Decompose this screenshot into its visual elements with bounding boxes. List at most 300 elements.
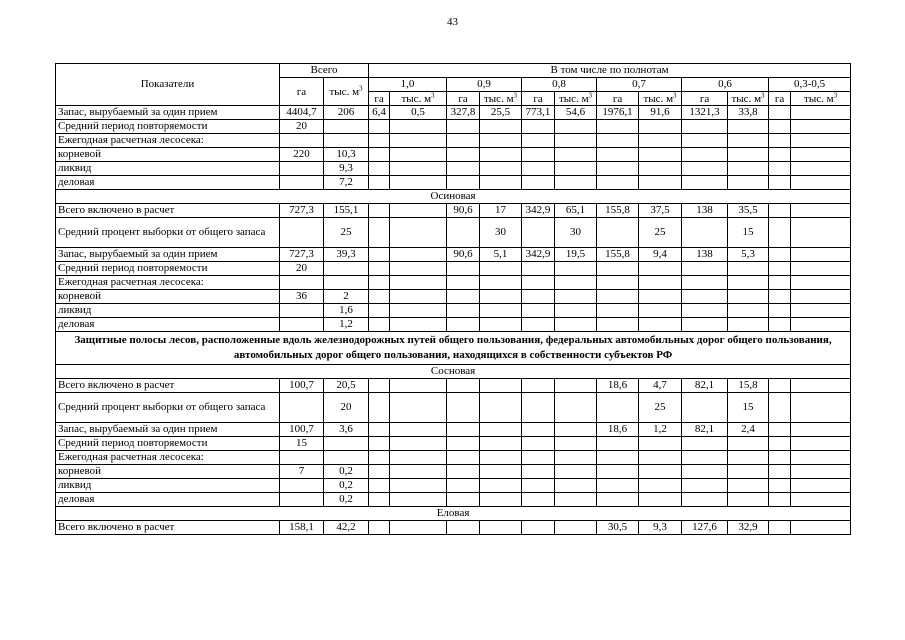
table-cell — [597, 262, 639, 276]
category-title: Защитные полосы лесов, расположенные вдоль железнодорожных путей общего пользования, федеральных автомобильных дорог общего пользования, автомобильных дорог общего пользования, находящихся в собственности субъектов РФ — [56, 332, 851, 365]
table-cell — [390, 465, 447, 479]
table-cell — [791, 276, 851, 290]
table-cell — [555, 437, 597, 451]
table-cell — [369, 290, 390, 304]
table-cell — [639, 465, 682, 479]
table-cell — [280, 276, 324, 290]
table-cell — [728, 437, 769, 451]
table-cell — [447, 479, 480, 493]
table-cell — [390, 148, 447, 162]
row-label: корневой — [56, 465, 280, 479]
table-cell: 5,1 — [480, 248, 522, 262]
table-cell — [791, 521, 851, 535]
table-cell — [639, 437, 682, 451]
table-cell — [639, 148, 682, 162]
table-cell — [597, 451, 639, 465]
table-cell — [728, 493, 769, 507]
table-cell — [522, 465, 555, 479]
table-cell — [447, 379, 480, 393]
table-cell: 35,5 — [728, 204, 769, 218]
table-cell — [791, 379, 851, 393]
table-cell — [555, 162, 597, 176]
table-cell — [555, 134, 597, 148]
table-cell — [555, 451, 597, 465]
table-cell — [480, 451, 522, 465]
table-cell — [769, 162, 791, 176]
table-cell — [791, 204, 851, 218]
row-label: Ежегодная расчетная лесосека: — [56, 451, 280, 465]
subheader-ha: га — [769, 92, 791, 106]
header-row-1 — [56, 64, 851, 78]
table-cell — [390, 437, 447, 451]
table-cell — [280, 393, 324, 423]
table-cell — [639, 318, 682, 332]
table-cell — [682, 148, 728, 162]
subheader-m3: тыс. $м^3$ — [390, 92, 447, 106]
table-row — [56, 248, 851, 262]
table-cell — [791, 106, 851, 120]
table-cell — [769, 262, 791, 276]
table-cell: 15,8 — [728, 379, 769, 393]
table-cell: 100,7 — [280, 423, 324, 437]
table-cell: 90,6 — [447, 248, 480, 262]
table-cell: 82,1 — [682, 423, 728, 437]
table-cell — [791, 465, 851, 479]
table-cell — [447, 218, 480, 248]
table-cell — [791, 120, 851, 134]
table-cell — [390, 393, 447, 423]
table-cell — [390, 276, 447, 290]
table-cell — [791, 393, 851, 423]
table-cell — [769, 106, 791, 120]
table-cell — [791, 248, 851, 262]
table-cell: 1,2 — [639, 423, 682, 437]
table-cell — [480, 276, 522, 290]
table-cell: 4,7 — [639, 379, 682, 393]
table-cell: 15 — [280, 437, 324, 451]
table-cell — [280, 162, 324, 176]
table-cell — [728, 276, 769, 290]
table-cell — [639, 162, 682, 176]
table-cell — [480, 493, 522, 507]
table-cell — [597, 162, 639, 176]
table-cell — [597, 393, 639, 423]
table-cell — [324, 262, 369, 276]
table-row — [56, 176, 851, 190]
table-cell — [280, 318, 324, 332]
table-cell — [728, 304, 769, 318]
table-cell — [597, 148, 639, 162]
table-cell — [791, 451, 851, 465]
table-cell: 15 — [728, 218, 769, 248]
table-cell — [791, 148, 851, 162]
indicators-header: Показатели — [56, 64, 280, 106]
table-cell — [369, 148, 390, 162]
table-cell — [769, 393, 791, 423]
table-cell — [769, 479, 791, 493]
table-cell — [447, 148, 480, 162]
table-cell — [390, 521, 447, 535]
total-header: Всего — [280, 64, 369, 78]
table-cell: 327,8 — [447, 106, 480, 120]
table-cell — [522, 134, 555, 148]
table-cell: 65,1 — [555, 204, 597, 218]
table-row — [56, 304, 851, 318]
table-cell — [728, 262, 769, 276]
table-cell: 138 — [682, 248, 728, 262]
table-cell — [369, 304, 390, 318]
table-cell: 0,5 — [390, 106, 447, 120]
table-cell — [390, 493, 447, 507]
table-cell — [597, 304, 639, 318]
table-cell: 100,7 — [280, 379, 324, 393]
table-cell — [390, 176, 447, 190]
table-cell: 25 — [324, 218, 369, 248]
table-cell — [769, 290, 791, 304]
table-cell — [480, 120, 522, 134]
table-cell — [390, 134, 447, 148]
table-cell: 6,4 — [369, 106, 390, 120]
table-cell — [369, 379, 390, 393]
table-cell — [324, 134, 369, 148]
table-cell — [682, 176, 728, 190]
table-cell — [639, 451, 682, 465]
table-cell — [447, 393, 480, 423]
table-cell — [369, 479, 390, 493]
table-cell — [769, 176, 791, 190]
table-cell — [390, 290, 447, 304]
table-cell — [522, 162, 555, 176]
density-header: 1,0 — [369, 78, 447, 92]
table-cell — [390, 248, 447, 262]
row-label: Запас, вырубаемый за один прием — [56, 106, 280, 120]
table-cell: 1,2 — [324, 318, 369, 332]
table-cell — [728, 134, 769, 148]
table-row — [56, 465, 851, 479]
table-cell: 0,2 — [324, 493, 369, 507]
row-label: Средний процент выборки от общего запаса — [56, 393, 280, 423]
table-row — [56, 162, 851, 176]
table-cell — [769, 304, 791, 318]
table-cell — [522, 479, 555, 493]
table-cell: 32,9 — [728, 521, 769, 535]
row-label: деловая — [56, 176, 280, 190]
table-cell — [369, 218, 390, 248]
table-cell — [522, 423, 555, 437]
table-cell — [728, 465, 769, 479]
table-cell: 4404,7 — [280, 106, 324, 120]
table-cell — [480, 379, 522, 393]
table-cell: 3,6 — [324, 423, 369, 437]
table-cell — [769, 120, 791, 134]
table-cell — [769, 218, 791, 248]
table-cell — [682, 393, 728, 423]
table-cell: 0,2 — [324, 465, 369, 479]
table-cell — [597, 437, 639, 451]
row-label: корневой — [56, 148, 280, 162]
table-cell — [728, 451, 769, 465]
table-cell — [791, 423, 851, 437]
table-cell — [390, 218, 447, 248]
table-cell — [522, 290, 555, 304]
table-cell: 37,5 — [639, 204, 682, 218]
table-cell: 25 — [639, 393, 682, 423]
table-cell — [791, 218, 851, 248]
table-cell — [597, 276, 639, 290]
table-cell — [769, 451, 791, 465]
row-label: Запас, вырубаемый за один прием — [56, 248, 280, 262]
table-cell — [682, 465, 728, 479]
table-cell: 20 — [280, 120, 324, 134]
row-label: деловая — [56, 318, 280, 332]
table-cell: 9,3 — [639, 521, 682, 535]
table-cell — [682, 479, 728, 493]
table-cell — [769, 437, 791, 451]
table-cell — [555, 276, 597, 290]
table-cell — [447, 451, 480, 465]
table-cell — [728, 148, 769, 162]
table-cell — [280, 451, 324, 465]
table-cell — [390, 120, 447, 134]
table-cell — [447, 176, 480, 190]
table-cell — [324, 276, 369, 290]
table-cell — [769, 318, 791, 332]
table-cell — [369, 437, 390, 451]
row-label: Средний период повторяемости — [56, 437, 280, 451]
table-cell — [639, 290, 682, 304]
table-cell: 36 — [280, 290, 324, 304]
table-cell — [597, 176, 639, 190]
table-cell — [522, 120, 555, 134]
table-cell — [769, 276, 791, 290]
table-cell — [555, 304, 597, 318]
table-row — [56, 218, 851, 248]
table-cell: 727,3 — [280, 248, 324, 262]
table-cell — [769, 148, 791, 162]
row-label: Средний период повторяемости — [56, 262, 280, 276]
table-cell — [597, 465, 639, 479]
table-cell — [447, 465, 480, 479]
table-cell — [639, 120, 682, 134]
table-cell — [791, 493, 851, 507]
table-cell — [369, 134, 390, 148]
table-cell — [369, 276, 390, 290]
table-cell: 82,1 — [682, 379, 728, 393]
table-cell — [682, 162, 728, 176]
table-cell — [597, 493, 639, 507]
table-cell — [639, 493, 682, 507]
table-cell — [447, 134, 480, 148]
table-cell — [728, 162, 769, 176]
table-row — [56, 521, 851, 535]
table-cell — [791, 318, 851, 332]
table-cell — [555, 148, 597, 162]
table-cell: 1321,3 — [682, 106, 728, 120]
table-cell — [728, 318, 769, 332]
table-row — [56, 479, 851, 493]
table-cell — [369, 493, 390, 507]
row-label: Запас, вырубаемый за один прием — [56, 423, 280, 437]
row-label: ликвид — [56, 479, 280, 493]
subheader-m3: тыс. $м^3$ — [728, 92, 769, 106]
table-row — [56, 134, 851, 148]
table-cell: 20 — [280, 262, 324, 276]
table-cell: 1976,1 — [597, 106, 639, 120]
table-cell — [447, 262, 480, 276]
table-cell: 155,8 — [597, 204, 639, 218]
table-cell — [280, 493, 324, 507]
table-row — [56, 290, 851, 304]
table-row — [56, 365, 851, 379]
table-row — [56, 437, 851, 451]
table-cell — [447, 423, 480, 437]
table-cell: 17 — [480, 204, 522, 218]
table-cell — [682, 120, 728, 134]
table-cell: 220 — [280, 148, 324, 162]
table-cell: 342,9 — [522, 248, 555, 262]
table-cell — [280, 176, 324, 190]
table-cell: 1,6 — [324, 304, 369, 318]
table-cell — [369, 423, 390, 437]
table-cell — [369, 451, 390, 465]
table-cell — [597, 120, 639, 134]
table-row — [56, 451, 851, 465]
density-header: 0,9 — [447, 78, 522, 92]
table-cell — [597, 318, 639, 332]
table-cell — [682, 451, 728, 465]
table-cell — [682, 218, 728, 248]
table-cell — [728, 479, 769, 493]
table-cell — [769, 493, 791, 507]
table-cell — [369, 120, 390, 134]
table-cell — [769, 248, 791, 262]
subheader-m3: тыс. $м^3$ — [639, 92, 682, 106]
table-cell — [369, 176, 390, 190]
table-cell: 20 — [324, 393, 369, 423]
table-cell: 33,8 — [728, 106, 769, 120]
table-cell — [555, 262, 597, 276]
density-header: 0,7 — [597, 78, 682, 92]
row-label: Всего включено в расчет — [56, 204, 280, 218]
table-cell — [447, 162, 480, 176]
table-cell — [639, 304, 682, 318]
subheader-ha: га — [522, 92, 555, 106]
table-cell — [791, 479, 851, 493]
table-cell — [522, 218, 555, 248]
table-cell — [324, 120, 369, 134]
table-cell — [369, 318, 390, 332]
table-row — [56, 393, 851, 423]
table-cell: 206 — [324, 106, 369, 120]
subheader-ha: га — [369, 92, 390, 106]
table-cell — [480, 304, 522, 318]
table-cell — [555, 393, 597, 423]
table-cell: 0,2 — [324, 479, 369, 493]
table-cell: 7 — [280, 465, 324, 479]
row-label: Средний период повторяемости — [56, 120, 280, 134]
table-cell — [447, 290, 480, 304]
table-cell — [390, 379, 447, 393]
table-cell — [522, 493, 555, 507]
table-cell: 30,5 — [597, 521, 639, 535]
table-cell — [522, 451, 555, 465]
forest-data-table — [55, 63, 851, 535]
subheader-m3: тыс. $м^3$ — [555, 92, 597, 106]
table-cell — [791, 262, 851, 276]
table-cell — [480, 318, 522, 332]
table-cell — [447, 493, 480, 507]
table-cell — [324, 437, 369, 451]
table-cell — [390, 423, 447, 437]
table-row — [56, 190, 851, 204]
table-cell — [791, 134, 851, 148]
table-cell — [447, 304, 480, 318]
table-cell — [280, 134, 324, 148]
table-cell: 155,8 — [597, 248, 639, 262]
table-cell — [639, 276, 682, 290]
table-cell — [447, 276, 480, 290]
table-cell: 2,4 — [728, 423, 769, 437]
table-cell — [769, 521, 791, 535]
table-cell — [791, 437, 851, 451]
table-cell — [522, 148, 555, 162]
section-title: Осиновая — [56, 190, 851, 204]
table-cell — [597, 290, 639, 304]
table-row — [56, 507, 851, 521]
total-ha-header: га — [280, 78, 324, 106]
table-row — [56, 262, 851, 276]
table-cell — [728, 176, 769, 190]
table-cell — [597, 218, 639, 248]
table-cell: 19,5 — [555, 248, 597, 262]
table-cell: 138 — [682, 204, 728, 218]
table-cell — [522, 379, 555, 393]
table-cell — [682, 276, 728, 290]
table-cell: 158,1 — [280, 521, 324, 535]
table-body — [56, 106, 851, 535]
row-label: Всего включено в расчет — [56, 521, 280, 535]
table-cell: 25,5 — [480, 106, 522, 120]
table-cell — [555, 120, 597, 134]
table-row — [56, 423, 851, 437]
table-cell — [555, 479, 597, 493]
table-cell — [639, 262, 682, 276]
table-cell — [728, 290, 769, 304]
table-cell: 25 — [639, 218, 682, 248]
table-cell: 9,3 — [324, 162, 369, 176]
table-cell — [390, 262, 447, 276]
table-cell — [639, 176, 682, 190]
table-cell — [480, 479, 522, 493]
table-cell — [447, 120, 480, 134]
table-row — [56, 106, 851, 120]
section-title: Еловая — [56, 507, 851, 521]
table-cell — [369, 465, 390, 479]
table-cell — [480, 162, 522, 176]
table-cell — [522, 276, 555, 290]
density-header: 0,6 — [682, 78, 769, 92]
table-cell — [682, 318, 728, 332]
table-cell — [369, 262, 390, 276]
table-cell — [480, 521, 522, 535]
table-cell — [522, 262, 555, 276]
table-cell — [480, 148, 522, 162]
table-cell — [555, 423, 597, 437]
table-row — [56, 276, 851, 290]
table-cell: 30 — [480, 218, 522, 248]
section-title: Сосновая — [56, 365, 851, 379]
table-cell — [555, 176, 597, 190]
